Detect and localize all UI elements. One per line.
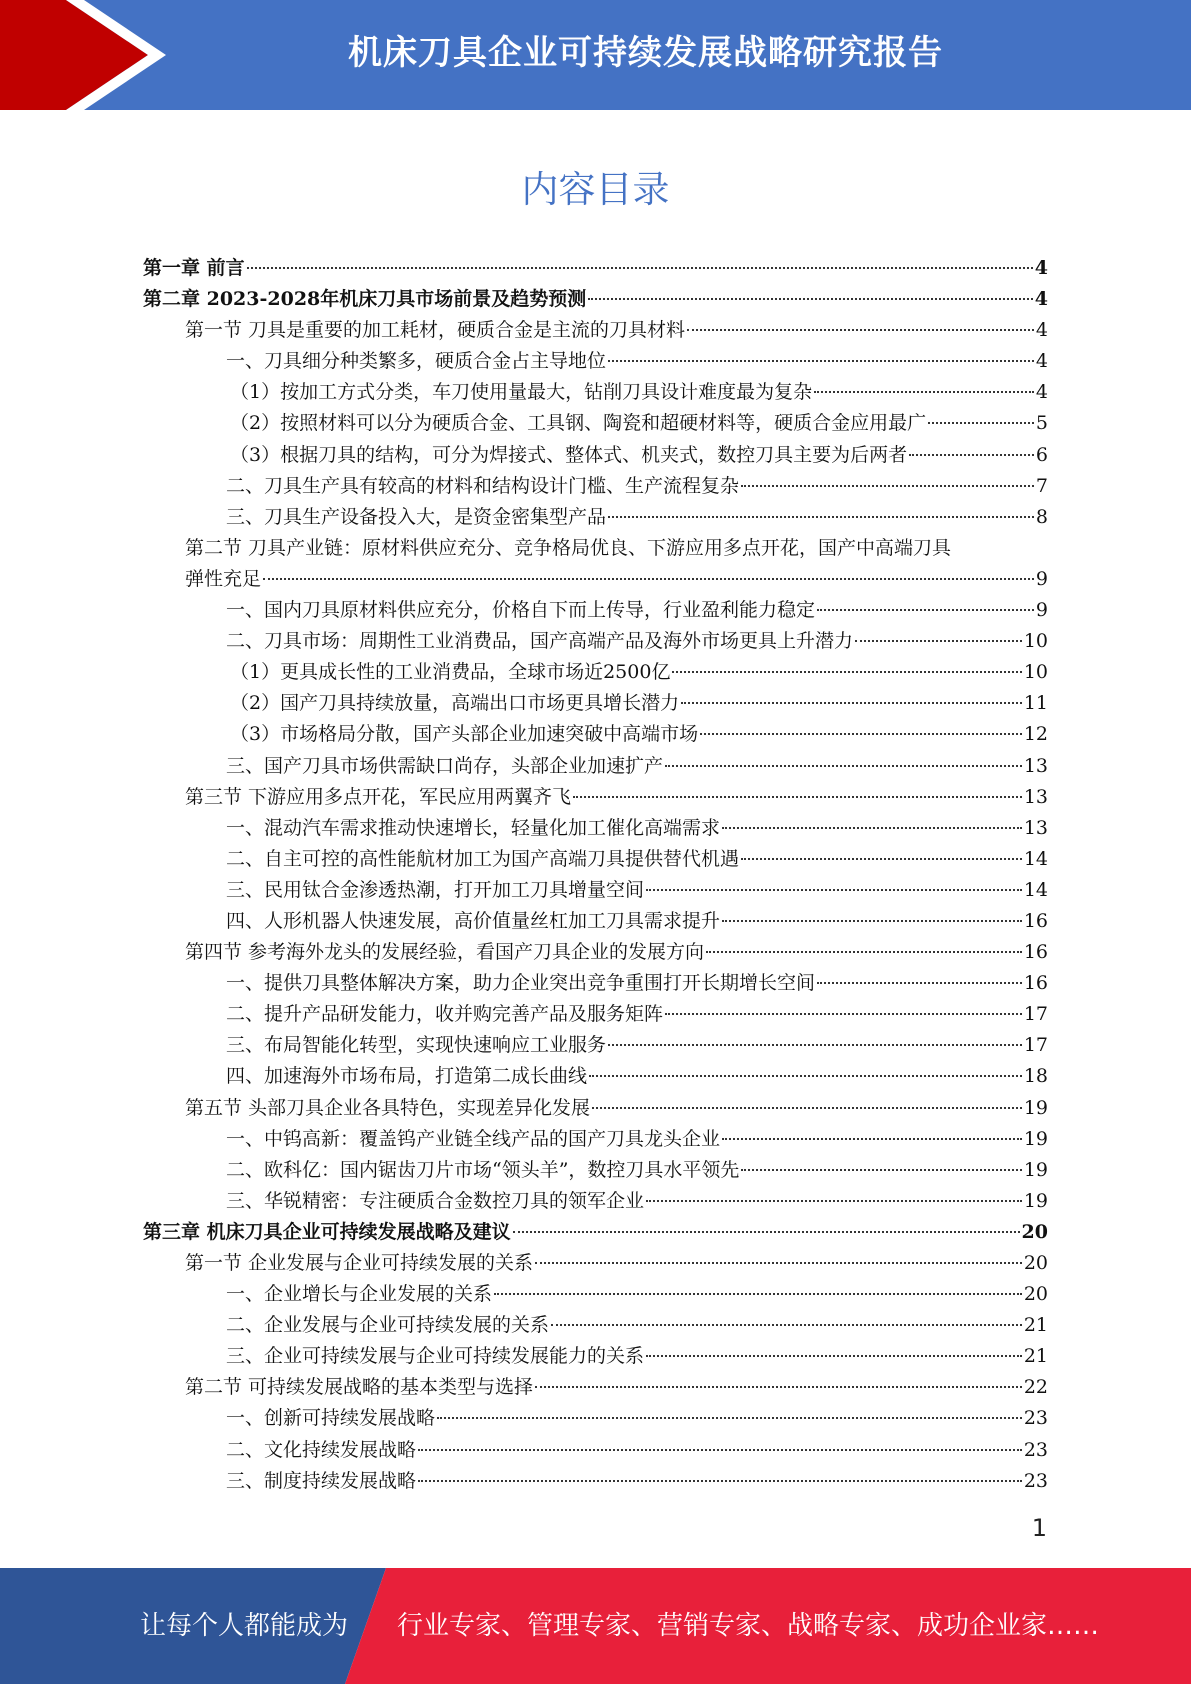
toc-entry[interactable] bbox=[143, 1186, 1048, 1217]
toc-entry-page: 11 bbox=[1023, 692, 1048, 715]
toc-entry-label: 一、创新可持续发展战略 bbox=[226, 1407, 436, 1430]
toc-entry[interactable] bbox=[143, 346, 1048, 377]
toc-entry-page: 16 bbox=[1023, 941, 1048, 964]
toc-entry[interactable] bbox=[143, 253, 1048, 284]
toc-entry-label: 第一节 刀具是重要的加工耗材，硬质合金是主流的刀具材料 bbox=[185, 319, 686, 342]
toc-leader-dots bbox=[700, 733, 1022, 735]
toc-entry-label: （1）按加工方式分类，车刀使用量最大，钻削刀具设计难度最为复杂 bbox=[230, 381, 813, 404]
toc-entry[interactable] bbox=[143, 813, 1048, 844]
toc-entry-label: 第三节 下游应用多点开花，军民应用两翼齐飞 bbox=[185, 785, 572, 808]
toc-entry-page: 16 bbox=[1023, 909, 1048, 932]
toc-entry-page: 12 bbox=[1023, 723, 1048, 746]
toc-entry[interactable] bbox=[143, 564, 1048, 595]
toc-leader-dots bbox=[588, 298, 1033, 300]
toc-entry-label: 一、中钨高新：覆盖钨产业链全线产品的国产刀具龙头企业 bbox=[226, 1127, 721, 1150]
toc-entry[interactable] bbox=[143, 906, 1048, 937]
toc-entry-page: 5 bbox=[1035, 412, 1048, 435]
toc-leader-dots bbox=[817, 609, 1034, 611]
toc-entry-label: 三、华锐精密：专注硬质合金数控刀具的领军企业 bbox=[226, 1189, 645, 1212]
page-header bbox=[0, 0, 1191, 110]
toc-entry-label: 一、刀具细分种类繁多，硬质合金占主导地位 bbox=[226, 350, 607, 373]
toc-leader-dots bbox=[687, 329, 1034, 331]
toc-entry[interactable] bbox=[143, 1310, 1048, 1341]
toc-entry[interactable] bbox=[143, 937, 1048, 968]
toc-entry[interactable] bbox=[143, 408, 1048, 439]
toc-leader-dots bbox=[535, 1386, 1022, 1388]
toc-entry-page: 4 bbox=[1035, 381, 1048, 404]
toc-entry-label: 四、人形机器人快速发展，高价值量丝杠加工刀具需求提升 bbox=[226, 909, 721, 932]
toc-leader-dots bbox=[263, 578, 1034, 580]
toc-entry-page: 9 bbox=[1035, 599, 1048, 622]
toc-leader-dots bbox=[592, 1107, 1022, 1109]
toc-entry[interactable] bbox=[143, 1093, 1048, 1124]
toc-entry-label: 第一节 企业发展与企业可持续发展的关系 bbox=[185, 1252, 534, 1274]
toc-leader-dots bbox=[909, 454, 1034, 456]
toc-leader-dots bbox=[741, 485, 1034, 487]
toc-leader-dots bbox=[722, 920, 1022, 922]
toc-entry-label: 第二节 可持续发展战略的基本类型与选择 bbox=[185, 1376, 534, 1399]
toc-entry[interactable] bbox=[143, 968, 1048, 999]
toc-entry-page: 18 bbox=[1023, 1065, 1048, 1088]
toc-leader-dots bbox=[418, 1480, 1022, 1482]
toc-entry-label: 二、欧科亿：国内锯齿刀片市场“领头羊”，数控刀具水平领先 bbox=[226, 1158, 740, 1181]
toc-leader-dots bbox=[722, 827, 1022, 829]
toc-entry-page: 4 bbox=[1035, 350, 1048, 373]
toc-entry-label: （3）根据刀具的结构，可分为焊接式、整体式、机夹式，数控刀具主要为后两者 bbox=[230, 443, 908, 466]
toc-entry[interactable] bbox=[143, 1341, 1048, 1372]
toc-entry-page: 19 bbox=[1023, 1096, 1048, 1119]
footer-slogan-left: 让每个人都能成为 bbox=[140, 1611, 349, 1641]
toc-leader-dots bbox=[855, 640, 1022, 642]
toc-leader-dots bbox=[741, 1169, 1021, 1171]
toc-entry[interactable] bbox=[143, 688, 1048, 719]
toc-entry-page: 21 bbox=[1023, 1345, 1048, 1368]
toc-entry-label: 一、国内刀具原材料供应充分，价格自下而上传导，行业盈利能力稳定 bbox=[226, 599, 816, 622]
toc-leader-dots bbox=[681, 702, 1022, 704]
toc-entry[interactable] bbox=[143, 999, 1048, 1030]
toc-entry-page: 23 bbox=[1023, 1407, 1048, 1430]
toc-entry[interactable] bbox=[143, 440, 1048, 471]
toc-entry-page: 4 bbox=[1035, 319, 1048, 342]
toc-entry-page: 17 bbox=[1023, 1003, 1048, 1026]
toc-leader-dots bbox=[418, 1449, 1022, 1451]
toc-entry-label: 第五节 头部刀具企业各具特色，实现差异化发展 bbox=[185, 1096, 591, 1119]
toc-entry-page: 13 bbox=[1023, 754, 1048, 777]
toc-entry-label: 三、民用钛合金渗透热潮，打开加工刀具增量空间 bbox=[226, 878, 645, 901]
toc-entry[interactable] bbox=[143, 782, 1048, 813]
toc-leader-dots bbox=[741, 858, 1022, 860]
toc-leader-dots bbox=[573, 796, 1022, 798]
toc-leader-dots bbox=[646, 1355, 1022, 1357]
toc-entry[interactable] bbox=[143, 1279, 1048, 1310]
toc-leader-dots bbox=[817, 982, 1022, 984]
toc-entry-page: 19 bbox=[1023, 1127, 1048, 1150]
toc-title: 内容目录 bbox=[521, 168, 670, 211]
toc-entry-label: 二、提升产品研发能力，收并购完善产品及服务矩阵 bbox=[226, 1003, 664, 1026]
toc-entry[interactable] bbox=[143, 875, 1048, 906]
toc-entry-label: 三、刀具生产设备投入大，是资金密集型产品 bbox=[226, 505, 607, 528]
toc-entry[interactable] bbox=[143, 1372, 1048, 1403]
toc-entry-page: 22 bbox=[1023, 1376, 1048, 1399]
toc-entry-label: 四、加速海外市场布局，打造第二成长曲线 bbox=[226, 1065, 588, 1088]
toc-leader-dots bbox=[646, 889, 1022, 891]
page-footer bbox=[0, 1568, 1191, 1684]
toc-entry-label: 三、国产刀具市场供需缺口尚存，头部企业加速扩产 bbox=[226, 754, 664, 777]
toc-entry-label: 第二章 2023-2028年机床刀具市场前景及趋势预测 bbox=[143, 288, 587, 311]
toc-leader-dots bbox=[535, 1262, 1022, 1264]
table-of-contents bbox=[143, 253, 1048, 1497]
toc-entry[interactable] bbox=[143, 1435, 1048, 1466]
toc-entry[interactable] bbox=[143, 595, 1048, 626]
toc-leader-dots bbox=[646, 1200, 1022, 1202]
toc-entry-label: 第一章 前言 bbox=[143, 257, 245, 279]
toc-entry[interactable] bbox=[143, 471, 1048, 502]
toc-leader-dots bbox=[672, 671, 1021, 673]
toc-entry[interactable] bbox=[143, 657, 1048, 688]
toc-entry-page: 6 bbox=[1035, 443, 1048, 466]
toc-entry[interactable] bbox=[143, 1155, 1048, 1186]
toc-entry[interactable] bbox=[143, 719, 1048, 750]
toc-leader-dots bbox=[589, 1075, 1022, 1077]
toc-entry[interactable] bbox=[143, 533, 1048, 564]
toc-leader-dots bbox=[722, 1138, 1022, 1140]
toc-entry[interactable] bbox=[143, 1124, 1048, 1155]
toc-entry-page: 8 bbox=[1035, 505, 1048, 528]
toc-entry-label: 三、制度持续发展战略 bbox=[226, 1469, 417, 1492]
toc-leader-dots bbox=[706, 951, 1022, 953]
toc-entry-page: 9 bbox=[1035, 567, 1048, 590]
toc-entry[interactable] bbox=[143, 1217, 1048, 1248]
toc-entry-page: 13 bbox=[1023, 816, 1048, 839]
toc-entry-label: （3）市场格局分散，国产头部企业加速突破中高端市场 bbox=[230, 723, 699, 746]
toc-entry[interactable] bbox=[143, 1466, 1048, 1497]
toc-entry-page: 19 bbox=[1023, 1158, 1048, 1181]
toc-leader-dots bbox=[928, 422, 1034, 424]
toc-entry[interactable] bbox=[143, 1403, 1048, 1434]
toc-entry-page: 20 bbox=[1021, 1220, 1048, 1243]
toc-entry-page: 20 bbox=[1023, 1283, 1048, 1306]
toc-entry-page: 19 bbox=[1023, 1189, 1048, 1212]
toc-entry-label: 第二节 刀具产业链：原材料供应充分、竞争格局优良、下游应用多点开花，国产中高端刀具 bbox=[185, 536, 952, 559]
toc-entry[interactable] bbox=[143, 502, 1048, 533]
toc-entry[interactable] bbox=[143, 315, 1048, 346]
toc-entry-label: 二、文化持续发展战略 bbox=[226, 1438, 417, 1461]
toc-entry-page: 10 bbox=[1023, 630, 1048, 653]
toc-entry[interactable] bbox=[143, 1030, 1048, 1061]
toc-entry-label: 三、企业可持续发展与企业可持续发展能力的关系 bbox=[226, 1345, 645, 1368]
toc-leader-dots bbox=[665, 1013, 1022, 1015]
toc-leader-dots bbox=[608, 1044, 1022, 1046]
report-title: 机床刀具企业可持续发展战略研究报告 bbox=[348, 33, 943, 73]
toc-entry-page: 23 bbox=[1023, 1438, 1048, 1461]
toc-leader-dots bbox=[814, 391, 1034, 393]
toc-entry[interactable] bbox=[143, 626, 1048, 657]
toc-entry-page: 23 bbox=[1023, 1469, 1048, 1492]
toc-entry-page: 13 bbox=[1023, 785, 1048, 808]
page-number: 1 bbox=[1031, 1514, 1047, 1542]
toc-leader-dots bbox=[608, 360, 1034, 362]
toc-entry-label: 一、提供刀具整体解决方案，助力企业突出竞争重围打开长期增长空间 bbox=[226, 972, 816, 995]
toc-entry-label: 二、刀具市场：周期性工业消费品，国产高端产品及海外市场更具上升潜力 bbox=[226, 630, 854, 653]
toc-leader-dots bbox=[513, 1231, 1020, 1233]
toc-entry-page: 4 bbox=[1034, 288, 1048, 311]
toc-leader-dots bbox=[247, 267, 1033, 269]
toc-entry-page: 17 bbox=[1023, 1034, 1048, 1057]
toc-entry-label: 二、自主可控的高性能航材加工为国产高端刀具提供替代机遇 bbox=[226, 847, 740, 870]
toc-entry-label: （2）按照材料可以分为硬质合金、工具钢、陶瓷和超硬材料等，硬质合金应用最广 bbox=[230, 412, 927, 435]
toc-entry-label: 一、企业增长与企业发展的关系 bbox=[226, 1283, 493, 1306]
toc-entry-label: 二、刀具生产具有较高的材料和结构设计门槛、生产流程复杂 bbox=[226, 474, 740, 497]
toc-entry-page: 10 bbox=[1023, 661, 1048, 684]
toc-entry[interactable] bbox=[143, 377, 1048, 408]
toc-entry-page: 20 bbox=[1023, 1252, 1048, 1274]
toc-entry[interactable] bbox=[143, 1248, 1048, 1279]
toc-entry-label: 第四节 参考海外龙头的发展经验，看国产刀具企业的发展方向 bbox=[185, 941, 705, 964]
toc-entry[interactable] bbox=[143, 844, 1048, 875]
toc-entry-label: （1）更具成长性的工业消费品，全球市场近2500亿 bbox=[230, 661, 671, 684]
toc-leader-dots bbox=[551, 1324, 1022, 1326]
toc-entry[interactable] bbox=[143, 284, 1048, 315]
toc-entry-page: 4 bbox=[1034, 257, 1048, 279]
toc-entry[interactable] bbox=[143, 1061, 1048, 1092]
toc-entry-label: 弹性充足 bbox=[185, 567, 262, 590]
toc-entry-label: （2）国产刀具持续放量，高端出口市场更具增长潜力 bbox=[230, 692, 680, 715]
toc-entry[interactable] bbox=[143, 751, 1048, 782]
toc-entry-page: 14 bbox=[1023, 847, 1048, 870]
footer-slogan-right: 行业专家、管理专家、营销专家、战略专家、成功企业家…… bbox=[397, 1611, 1100, 1641]
toc-entry-page: 21 bbox=[1023, 1314, 1048, 1337]
toc-entry-label: 一、混动汽车需求推动快速增长，轻量化加工催化高端需求 bbox=[226, 816, 721, 839]
toc-leader-dots bbox=[494, 1293, 1022, 1295]
toc-entry-page: 16 bbox=[1023, 972, 1048, 995]
toc-entry-page: 14 bbox=[1023, 878, 1048, 901]
toc-entry-label: 二、企业发展与企业可持续发展的关系 bbox=[226, 1314, 550, 1337]
toc-leader-dots bbox=[665, 765, 1022, 767]
toc-entry-label: 三、布局智能化转型，实现快速响应工业服务 bbox=[226, 1034, 607, 1057]
toc-entry-label: 第三章 机床刀具企业可持续发展战略及建议 bbox=[143, 1220, 511, 1243]
toc-entry-page: 7 bbox=[1035, 474, 1048, 497]
toc-leader-dots bbox=[608, 516, 1034, 518]
toc-leader-dots bbox=[437, 1417, 1022, 1419]
